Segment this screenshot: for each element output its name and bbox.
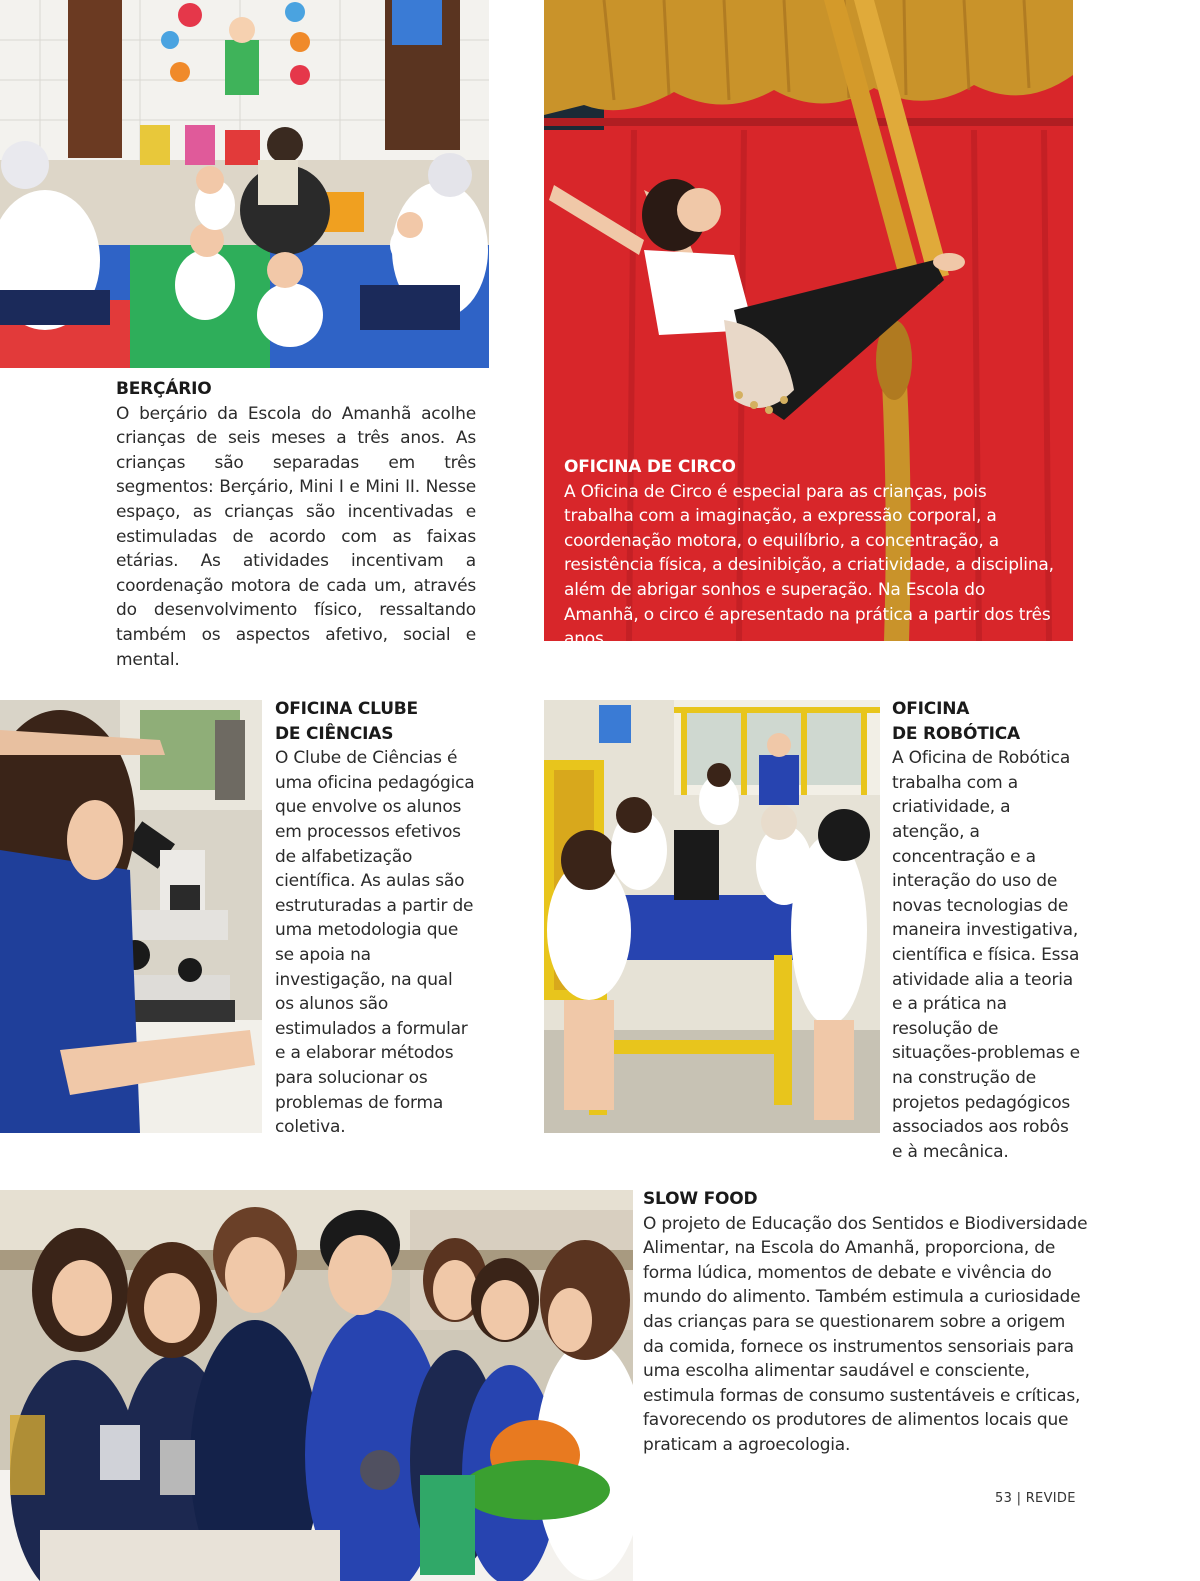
ciencias-body: O Clube de Ciências é uma oficina pedagógica que envolve os alunos em processos efetivos de alfabetização científica. As aulas são estruturadas a partir de uma metodologia que se apoia na investigação, na qual os alunos são estimulados a formular e a elaborar métodos para solucionar os problemas de forma coletiva. <box>275 748 475 1138</box>
page-footer <box>995 1491 1076 1506</box>
bercario-body: O berçário da Escola do Amanhã acolhe crianças de seis meses a três anos. As crianças são separadas em três segmentos: Berçário, Mini I e Mini II. Nesse espaço, as crianças são incentivadas e estimuladas de acordo com as faixas etárias. As atividades incentivam a coordenação motora de cada um, através do desenvolvimento físico, ressaltando também os aspectos afetivo, social e mental. <box>116 403 476 670</box>
slowfood-title: SLOW FOOD <box>643 1189 758 1209</box>
circo-title: OFICINA DE CIRCO <box>564 457 736 477</box>
footer-separator: | <box>1016 1491 1022 1506</box>
slowfood-body: O projeto de Educação dos Sentidos e Biodiversidade Alimentar, na Escola do Amanhã, proporciona, de forma lúdica, momentos de debate e vivência do mundo do alimento. Também estimula a curiosidade das crianças para se questionarem sobre a origem da comida, fornece os instrumentos sensoriais para uma escolha alimentar saudável e consciente, estimula formas de consumo sustentáveis e críticas, favorecendo os produtores de alimentos locais que praticam a agroecologia. <box>643 1213 1088 1455</box>
circo-body: A Oficina de Circo é especial para as crianças, pois trabalha com a imaginação, a expressão corporal, a coordenação motora, o equilíbrio, a concentração, a resistência física, a desinibição, a criatividade, a disciplina, além de abrigar sonhos e superação. Na Escola do Amanhã, o circo é apresentado na prática a partir dos três anos. <box>564 481 1054 650</box>
slowfood-section <box>643 1187 1088 1458</box>
ciencias-section <box>275 697 475 1140</box>
ciencias-title: OFICINA CLUBE DE CIÊNCIAS <box>275 699 418 744</box>
bercario-title: BERÇÁRIO <box>116 379 212 399</box>
circo-section <box>564 455 1056 652</box>
robotica-photo <box>544 700 880 1133</box>
slowfood-photo <box>0 1190 633 1581</box>
bercario-photo <box>0 0 489 368</box>
robotica-title: OFICINA DE ROBÓTICA <box>892 699 1020 744</box>
ciencias-photo <box>0 700 262 1133</box>
robotica-section <box>892 697 1082 1164</box>
robotica-body: A Oficina de Robótica trabalha com a criatividade, a atenção, a concentração e a interação do uso de novas tecnologias de maneira investigativa, científica e física. Essa atividade alia a teoria e a prática na resolução de situações-problemas e na construção de projetos pedagógicos associados aos robôs e à mecânica. <box>892 748 1080 1162</box>
page-number: 53 <box>995 1491 1013 1506</box>
magazine-name: REVIDE <box>1025 1491 1076 1506</box>
bercario-section <box>116 377 476 672</box>
